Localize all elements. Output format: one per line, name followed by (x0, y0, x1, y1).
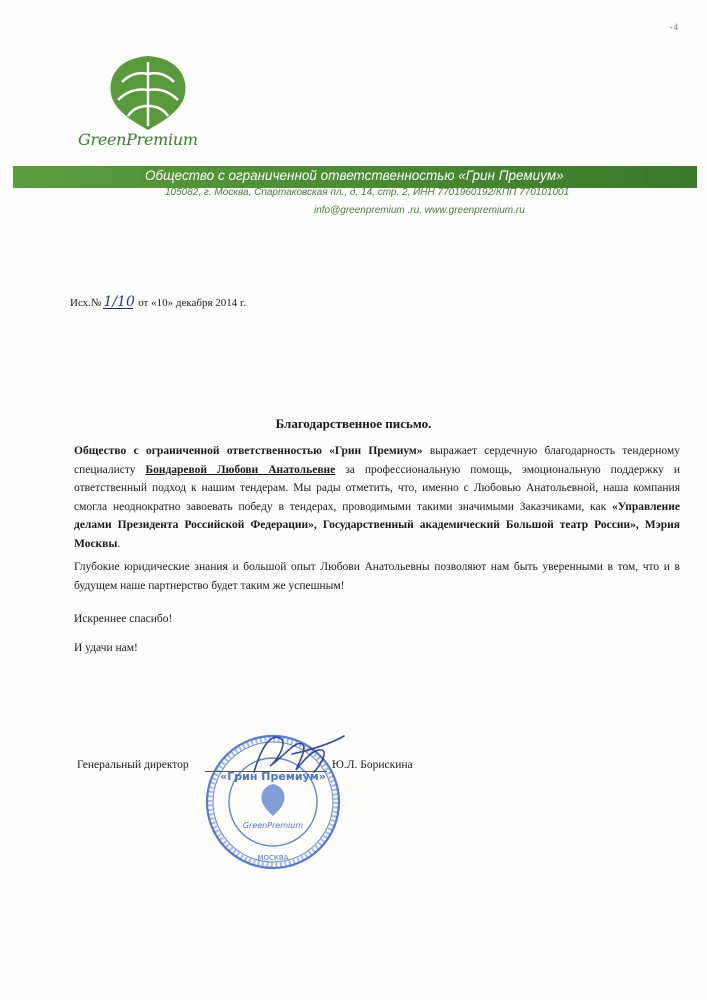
outgoing-date: от «10» декабря 2014 г. (138, 297, 247, 309)
body-paragraph-3: Искреннее спасибо! (74, 613, 173, 625)
p1-text-b: за профессиональную помощь, эмоциональную поддержку и ответственный подход к нашим тендерам. Мы рады отметить, что, именно с Любовью Анатольевной, наша компания смогла неоднократно завоевать победу в тендерах, проводимыми такими значимыми Заказчиками, как (74, 463, 680, 513)
company-address: 105082, г. Москва, Спартаковская пл., д. 14, стр. 2, ИНН 7701960192/КПП 770101001 (165, 187, 570, 198)
page-number: -4 (669, 22, 679, 32)
company-name-bold: Общество с ограниченной ответственностью «Грин Премиум» (74, 445, 423, 457)
outgoing-prefix: Исх.№ (70, 297, 102, 309)
letterhead-band (13, 166, 697, 188)
company-contacts: info@greenpremium .ru, www.greenpremium.ru (314, 205, 525, 216)
company-full-name: Общество с ограниченной ответственностью «Грин Премиум» (145, 168, 564, 183)
clients-list: «Управление делами Президента Российской Федерации», Государственный академический Большой театр России», Мэрия Москвы (74, 500, 680, 550)
stamp-center-text: «Грин Премиум» (220, 770, 326, 783)
letter-title: Благодарственное письмо. (275, 416, 432, 431)
body-paragraph-4: И удачи нам! (74, 642, 138, 654)
stamp-leaf-icon (261, 784, 284, 816)
body-paragraph-1 (74, 442, 680, 553)
signer-name: Ю.Л. Борискина (332, 759, 413, 771)
logo-wordmark: GreenPremium (78, 130, 198, 149)
outgoing-handwritten-number: 1/10 (103, 294, 135, 310)
body-paragraph-2: Глубокие юридические знания и большой опыт Любови Анатольевны позволяют нам быть уверенными в том, что и в будущем наше партнерство будет таким же успешным! (74, 561, 680, 592)
outgoing-number (70, 296, 246, 309)
monstera-leaf-icon (78, 52, 218, 132)
person-name: Бондаревой Любови Анатольевне (145, 463, 336, 476)
p1-text-a: выражает сердечную благодарность тендерному специалисту (74, 445, 680, 476)
company-logo (78, 52, 218, 162)
stamp-logo-text: GreenPremium (242, 821, 304, 830)
signer-role: Генеральный директор (77, 759, 189, 771)
stamp-city: МОСКВА (257, 854, 289, 862)
p1-end: . (117, 537, 121, 550)
handwritten-signature (240, 726, 350, 786)
